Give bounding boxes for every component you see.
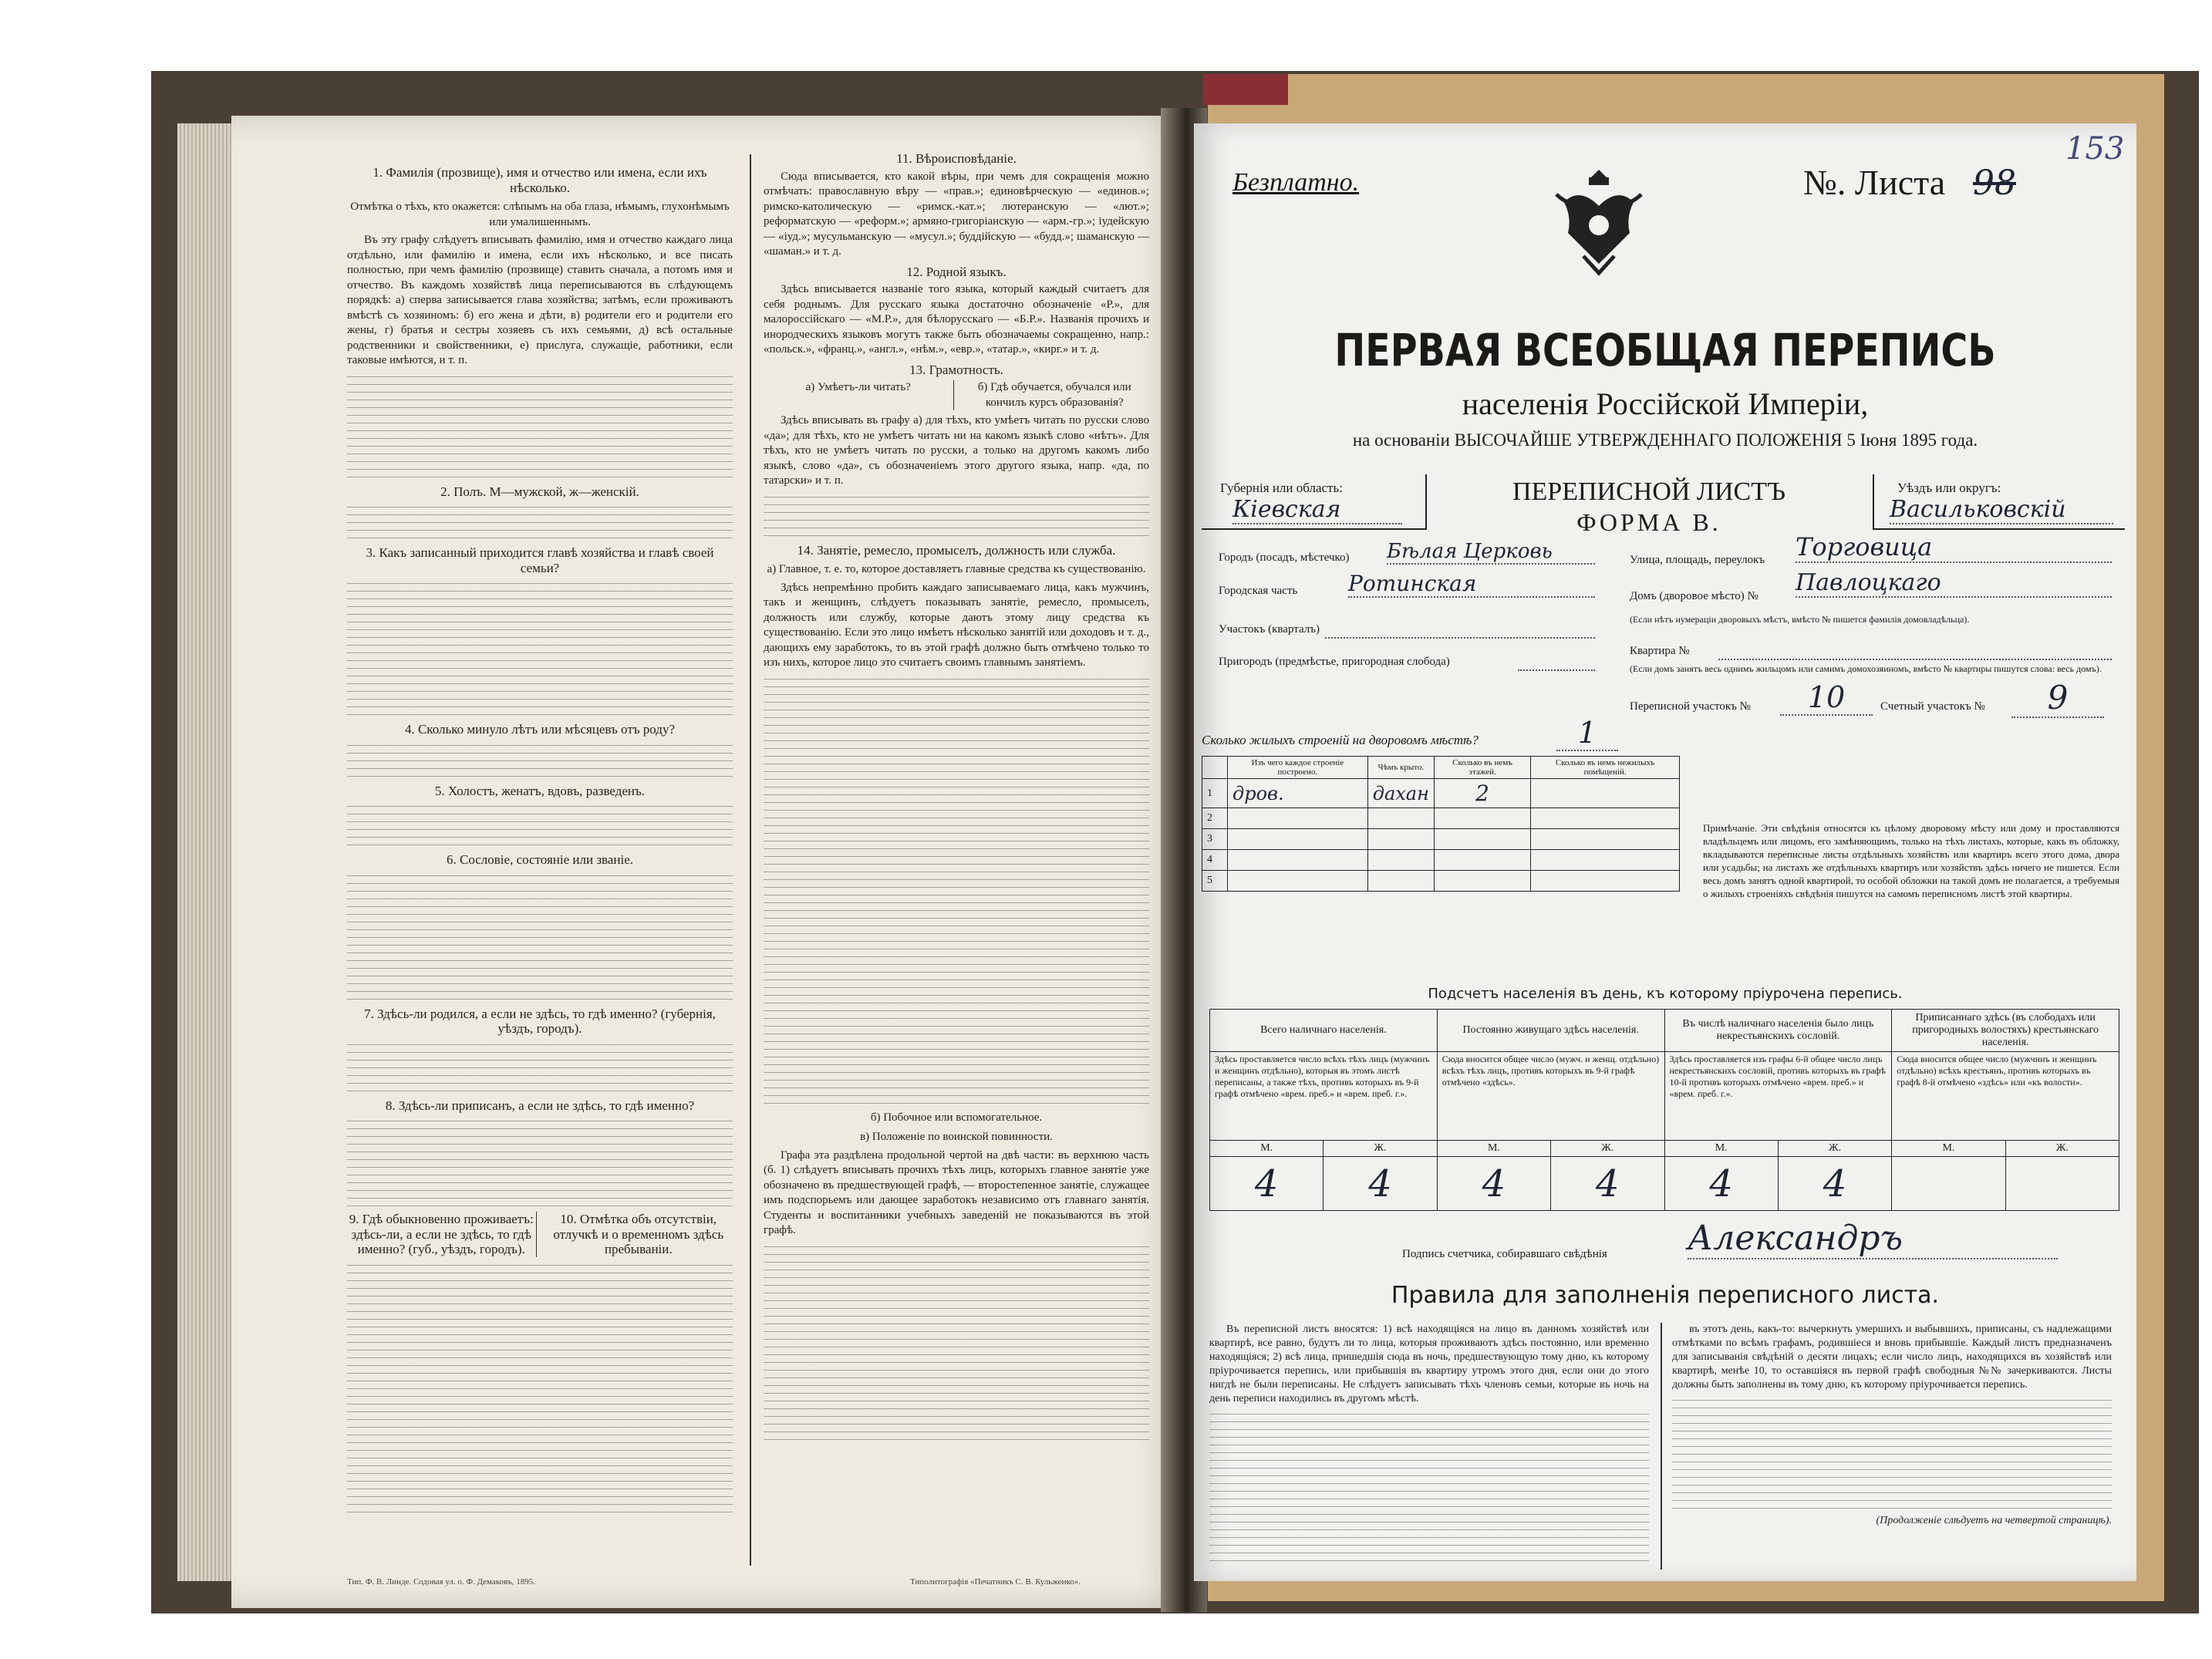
uezd-box xyxy=(1873,474,2125,530)
ulitsa-label: Улица, площадь, переулокъ xyxy=(1630,554,1765,566)
uchastok-label: Участокъ (кварталъ) xyxy=(1219,623,1320,636)
uchastok-value[interactable] xyxy=(1325,628,1595,639)
section-9-title: 9. Гдѣ обыкновенно проживаетъ: здѣсь-ли, а если не здѣсь, то гдѣ именно? (губ., уѣздъ, городъ). xyxy=(347,1212,537,1257)
row-number: 1 xyxy=(1202,779,1228,808)
section-4-title: 4. Сколько минуло лѣтъ или мѣсяцевъ отъ роду? xyxy=(404,722,676,737)
gub-label: Губернія или область: xyxy=(1220,481,1343,495)
prigorod-value[interactable] xyxy=(1518,660,1595,671)
zh-label: Ж. xyxy=(1778,1141,1891,1157)
primechanie: Примѣчаніе. Эти свѣдѣнія относятся къ цѣлому дворовому мѣсту или дому и проставляются владѣльцемъ или лицомъ, его замѣняющимъ, только на тѣхъ листахъ, которые, какъ въ обложку, вкладываются переписные листы отдѣльныхъ хозяйствъ или квартиръ всего этого дома, двора или усадьбы; на листахъ же отдѣльныхъ квартиръ или хозяйствъ здѣсь ничего не пишется. Если весь домъ занятъ одной квартирой, то особой обложки на такой домъ не полагается, а требуемыя о жилыхъ строеніяхъ свѣдѣнія пишутся на самомъ переписномъ листѣ этой квартиры. xyxy=(1703,822,2119,899)
table-row xyxy=(1202,808,1680,829)
m-label: М. xyxy=(1437,1141,1550,1157)
gorod-value[interactable]: Бѣлая Церковь xyxy=(1387,540,1595,565)
section-14c-body: Графа эта раздѣлена продольной чертой на двѣ части: въ верхнюю часть (б. 1) слѣдуетъ вписывать прочихъ тѣхъ лицъ, которыхъ главное занятіе уже обозначено въ предшествующей графѣ, — второстепенное занятіе, служащее имъ подспорьемъ или дающее заработокъ независимо отъ главнаго занятія. Студенты и воспитанники учебныхъ заведеній не показываются въ этой графѣ. xyxy=(764,1148,1149,1236)
section-14b-sub: б) Побочное или вспомогательное. xyxy=(870,1111,1043,1124)
count-desc-4: Сюда вносится общее число (мужчинъ и женщинъ отдѣльно) всѣхъ крестьянъ, противъ которыхъ въ графѣ 8-й отмѣчено «здѣсь» или «къ волости». xyxy=(1892,1052,2119,1141)
col-roof: Чѣмъ крыто. xyxy=(1367,757,1434,779)
ulitsa-value[interactable]: Торговица xyxy=(1796,532,2112,563)
left-footer-1: Тип. Ф. В. Линде. Содовая ул. о. Ф. Демаковъ, 1895. xyxy=(347,1577,535,1587)
cover-strip xyxy=(1203,74,1288,105)
cell-rooms[interactable] xyxy=(1531,871,1680,892)
sheet-number-value: 98 xyxy=(1973,164,2016,203)
count-desc-1: Здѣсь проставляется число всѣхъ тѣхъ лицъ (мужчинъ и женщинъ отдѣльно), которыя въ этомъ листѣ переписаны, а также тѣхъ, противъ которыхъ въ 9-й графѣ отмѣчено «врем. преб.» и «врем. преб. г.». xyxy=(1210,1052,1438,1141)
cell-material[interactable] xyxy=(1228,871,1368,892)
count-head-2: Постоянно живущаго здѣсь населенія. xyxy=(1437,1010,1664,1052)
section-14-body: Здѣсь непремѣнно пробить каждаго записываемаго лица, какъ мужчинъ, такъ и женщинъ, слѣдуетъ показывать занятіе, ремесло, промыселъ, должность или службу, которые даютъ этому лицу средства къ существованію. Если это лицо имѣетъ нѣсколько занятій или доходовъ и т. д., дающихъ ему заработокъ, то въ этой графѣ должно быть отмѣчено только то изъ нихъ, которое лицо это считаетъ своимъ главнымъ занятіемъ. xyxy=(764,581,1149,669)
text-block xyxy=(1209,1409,1649,1563)
m-label: М. xyxy=(1210,1141,1323,1157)
cell-floors[interactable]: 2 xyxy=(1434,779,1530,808)
rules-column-2 xyxy=(1672,1323,2112,1531)
cell-material[interactable] xyxy=(1228,829,1368,850)
left-footer-2: Типолитографія «Печатникъ С. В. Кульженко». xyxy=(910,1577,1081,1587)
section-1-note: Отмѣтка о тѣхъ, кто окажется: слѣпымъ на оба глаза, нѣмымъ, глухонѣмымъ или умалишеннымъ. xyxy=(350,201,730,228)
section-12-title: 12. Родной языкъ. xyxy=(906,264,1007,279)
right-page xyxy=(1194,123,2136,1581)
podschet-title: Подсчетъ населенія въ день, къ которому пріурочена перепись. xyxy=(1428,986,1903,1002)
text-block xyxy=(347,1116,733,1209)
dom-note: (Если нѣтъ нумераціи дворовыхъ мѣстъ, вмѣсто № пишется фамилія домовладѣльца). xyxy=(1630,614,1970,625)
stroeniy-label: Сколько жилыхъ строеній на дворовомъ мѣстѣ? xyxy=(1202,733,1479,747)
perepis-uch-label: Переписной участокъ № xyxy=(1630,700,1751,713)
column-divider xyxy=(750,154,751,1566)
uezd-value[interactable]: Васильковскій xyxy=(1890,496,2113,524)
count-value[interactable]: 4 xyxy=(1778,1157,1891,1211)
text-block xyxy=(347,1260,733,1515)
stroeniy-value[interactable]: 1 xyxy=(1556,716,1618,751)
cell-material[interactable] xyxy=(1228,808,1368,829)
rules-text-2: въ этотъ день, какъ-то: вычеркнуть умершихъ и выбывшихъ, приписаны, съ надлежащими отмѣтками по всѣмъ графамъ, родившіеся и вновь прибывшіе. Каждый листъ предназначенъ для записыванія свѣдѣній о десяти лицахъ; если число лицъ, находящихся въ хозяйствѣ или квартирѣ, менѣе 10, то оставшіяся въ первой графѣ свободныя №№ зачеркиваются. Листы должны быть заполнены въ тому дню, къ которому пріурочивается перепись. xyxy=(1672,1323,2112,1391)
section-5-title: 5. Холостъ, женатъ, вдовъ, разведенъ. xyxy=(434,783,646,798)
cell-roof[interactable] xyxy=(1367,829,1434,850)
table-row xyxy=(1202,871,1680,892)
count-value[interactable]: 4 xyxy=(1323,1157,1437,1211)
section-13b: б) Гдѣ обучается, обучался или кончилъ курсъ образованія? xyxy=(977,381,1131,409)
form-letter: ФОРМА В. xyxy=(1576,508,1721,536)
count-value[interactable] xyxy=(2005,1157,2119,1211)
uezd-label: Уѣздъ или округъ: xyxy=(1897,481,2001,495)
cell-material[interactable] xyxy=(1228,850,1368,871)
section-13-body: Здѣсь вписывать въ графу а) для тѣхъ, кто умѣетъ читать по русски слово «да»; для тѣхъ, кто не умѣетъ читать ни на какомъ языкѣ слово «нѣтъ». Для тѣхъ, кто не умѣетъ читать по русски, а только на другомъ какомъ либо языкѣ, слово «да», съ обозначеніемъ этого другого языка, напр. «да, по татарски» и т. п. xyxy=(764,414,1149,487)
signature-value[interactable]: Александръ xyxy=(1688,1219,2058,1259)
section-11-body: Сюда вписывается, кто какой вѣры, при чемъ для сокращенія можно отмѣчать: православную вѣру — «прав.»; единовѣрческую — «единов.»; римско-католическую — «римск.-кат.»; лютеранскую — «лют.»; реформатскую — «реформ.»; армяно-григоріанскую — «арм.-гр.»; іудейскую — «іуд.»; мусульманскую — «мусул.»; буддійскую — «будд.»; шаманскую — «шаман.» и т. д. xyxy=(764,170,1149,258)
table-row xyxy=(1202,779,1680,808)
count-value[interactable]: 4 xyxy=(1210,1157,1323,1211)
section-1-title: 1. Фамилія (прозвище), имя и отчество или имена, если ихъ нѣсколько. xyxy=(373,165,707,195)
count-value[interactable]: 4 xyxy=(1551,1157,1664,1211)
cell-rooms[interactable] xyxy=(1531,808,1680,829)
cell-floors[interactable] xyxy=(1434,829,1530,850)
archive-number: 153 xyxy=(2065,131,2125,167)
population-count-table xyxy=(1209,1009,2119,1211)
form-title: ПЕРЕПИСНОЙ ЛИСТЪ xyxy=(1512,477,1785,506)
table-row xyxy=(1202,850,1680,871)
signature-label: Подпись счетчика, собиравшаго свѣдѣнія xyxy=(1402,1248,1607,1260)
dom-label: Домъ (дворовое мѣсто) № xyxy=(1630,590,1758,602)
cell-floors[interactable] xyxy=(1434,850,1530,871)
section-6-title: 6. Сословіе, состояніе или званіе. xyxy=(446,852,634,867)
section-14-title: 14. Занятіе, ремесло, промыселъ, должность или служба. xyxy=(797,542,1116,558)
text-block xyxy=(764,492,1149,538)
text-block xyxy=(347,372,733,480)
row-number: 5 xyxy=(1202,871,1228,892)
census-title: ПЕРВАЯ ВСЕОБЩАЯ ПЕРЕПИСЬ xyxy=(1334,324,1996,376)
gub-value[interactable]: Кіевская xyxy=(1232,496,1402,524)
row-number: 2 xyxy=(1202,808,1228,829)
row-number: 4 xyxy=(1202,850,1228,871)
rules-column-1 xyxy=(1209,1323,1649,1566)
prigorod-label: Пригородъ (предмѣстье, пригородная слобода) xyxy=(1219,656,1450,668)
free-label: Безплатно. xyxy=(1232,168,1360,197)
count-desc-3: Здѣсь проставляется изъ графы 6-й общее число лицъ некрестьянскихъ сословій, противъ которыхъ въ графѣ 10-й противъ которыхъ отмѣчено «врем. преб.» и «врем. преб. г.». xyxy=(1664,1052,1892,1141)
text-block xyxy=(1672,1395,2112,1511)
text-block xyxy=(764,674,1149,1106)
section-13a: а) Умѣетъ-ли читать? xyxy=(764,380,954,410)
sheet-number-label: №. Листа xyxy=(1803,163,1946,202)
zh-label: Ж. xyxy=(1323,1141,1437,1157)
section-2-title: 2. Полъ. М—мужской, ж—женскій. xyxy=(440,484,639,499)
text-block xyxy=(764,1242,1149,1442)
chast-label: Городская часть xyxy=(1219,585,1298,597)
census-subtitle: населенія Россійской Имперіи, xyxy=(1462,386,1869,421)
count-head-3: Въ числѣ наличнаго населенія было лицъ некрестьянскихъ сословій. xyxy=(1664,1010,1892,1052)
cell-material[interactable]: дров. xyxy=(1228,779,1368,808)
cell-rooms[interactable] xyxy=(1531,779,1680,808)
cell-roof[interactable] xyxy=(1367,871,1434,892)
kv-value[interactable] xyxy=(1718,649,2112,660)
section-3-title: 3. Какъ записанный приходится главѣ хозяйства и главѣ своей семьи? xyxy=(366,545,714,575)
text-block xyxy=(347,578,733,717)
text-block xyxy=(347,871,733,1002)
col-material: Изъ чего каждое строеніе построено. xyxy=(1228,757,1368,779)
cell-rooms[interactable] xyxy=(1531,850,1680,871)
cell-floors[interactable] xyxy=(1434,871,1530,892)
m-label: М. xyxy=(1892,1141,2005,1157)
eagle-emblem-icon xyxy=(1549,164,1649,279)
section-10-title: 10. Отмѣтка объ отсутствіи, отлучкѣ и о временномъ здѣсь пребываніи. xyxy=(553,1212,724,1256)
rules-divider xyxy=(1661,1323,1662,1570)
left-column-1 xyxy=(347,160,733,1518)
cell-rooms[interactable] xyxy=(1531,829,1680,850)
cell-floors[interactable] xyxy=(1434,808,1530,829)
chast-value[interactable]: Ротинская xyxy=(1348,571,1595,598)
left-page xyxy=(231,116,1188,1608)
section-14c-sub: в) Положеніе по воинской повинности. xyxy=(860,1131,1053,1143)
col-num xyxy=(1202,757,1228,779)
zh-label: Ж. xyxy=(2005,1141,2119,1157)
schet-uch-label: Счетный участокъ № xyxy=(1880,700,1985,713)
col-floors: Сколько въ немъ этажей. xyxy=(1434,757,1530,779)
text-block xyxy=(347,502,733,541)
schet-uch-value[interactable]: 9 xyxy=(2011,679,2104,718)
rules-title: Правила для заполненія переписного листа. xyxy=(1391,1282,1940,1309)
text-block xyxy=(347,740,733,779)
section-12-body: Здѣсь вписывается названіе того языка, который каждый считаетъ для себя роднымъ. Для русскаго языка достаточно обозначеніе «Р.», для малороссійскаго — «М.Р.», для бѣлорусскаго — «Б.Р.». Названія прочихъ и инородческихъ языковъ могутъ также быть обозначаемы сокращенно, напр.: «польск.», «франц.», «англ.», «нѣм.», «евр.», «татар.», «кирг.» и т. д. xyxy=(764,283,1149,356)
section-11-title: 11. Вѣроисповѣданіе. xyxy=(896,151,1017,166)
cell-roof[interactable] xyxy=(1367,808,1434,829)
dom-value[interactable]: Павлоцкаго xyxy=(1796,569,2112,598)
text-block xyxy=(347,801,733,848)
count-desc-2: Сюда вносится общее число (мужч. и женщ. отдѣльно) всѣхъ тѣхъ лицъ, противъ которыхъ въ 9-й графѣ отмѣчено «здѣсь». xyxy=(1437,1052,1664,1141)
section-14-sub: а) Главное, т. е. то, которое доставляетъ главные средства къ существованію. xyxy=(767,563,1146,575)
count-head-4: Приписаннаго здѣсь (въ слободахъ или пригородныхъ волостяхъ) крестьянскаго населенія. xyxy=(1892,1010,2119,1052)
row-number: 3 xyxy=(1202,829,1228,850)
table-row xyxy=(1202,829,1680,850)
gub-box xyxy=(1202,474,1427,530)
kv-note: (Если домъ занятъ весь однимъ жильцомъ или самимъ домохозяиномъ, вмѣсто № квартиры пишутся слова: весь домъ). xyxy=(1630,663,2102,674)
count-head-1: Всего наличнаго населенія. xyxy=(1210,1010,1438,1052)
left-column-2 xyxy=(764,147,1149,1445)
section-7-title: 7. Здѣсь-ли родился, а если не здѣсь, то гдѣ именно? (губернія, уѣздъ, городъ). xyxy=(364,1006,716,1036)
zh-label: Ж. xyxy=(1551,1141,1664,1157)
cell-roof[interactable] xyxy=(1367,850,1434,871)
text-block xyxy=(347,1040,733,1094)
section-13-title: 13. Грамотность. xyxy=(909,362,1003,377)
count-value[interactable]: 4 xyxy=(1437,1157,1550,1211)
cell-roof[interactable]: дахан xyxy=(1367,779,1434,808)
col-rooms: Сколько въ немъ нежилыхъ помѣщеній. xyxy=(1531,757,1680,779)
section-1-body: Въ эту графу слѣдуетъ вписывать фамилію, имя и отчество каждаго лица отдѣльно, или фамилію и имена, если ихъ нѣсколько, и все писать полностью, при чемъ фамилію (прозвище) ставить сначала, а потомъ имя и отчество. Въ каждомъ хозяйствѣ лица переписываются въ слѣдующемъ порядкѣ: а) сперва записывается глава хозяйства; затѣмъ, если проживаютъ вмѣстѣ съ хозяиномъ: б) его жена и дѣти, в) родители его и родители его жены, г) братья и сестры хозяевъ съ ихъ семьями, д) всѣ остальные родственники и свойственники, е) прислуга, служащіе, работники, если таковые имѣются, и т. п. xyxy=(347,234,733,366)
census-basis: на основаніи ВЫСОЧАЙШЕ УТВЕРЖДЕННАГО ПОЛОЖЕНІЯ 5 Іюня 1895 года. xyxy=(1352,430,1978,450)
buildings-table xyxy=(1202,756,1680,892)
gorod-label: Городъ (посадъ, мѣстечко) xyxy=(1219,551,1350,564)
rules-continuation: (Продолженіе слѣдуетъ на четвертой страницѣ). xyxy=(1876,1515,2112,1526)
count-value[interactable] xyxy=(1892,1157,2005,1211)
count-value[interactable]: 4 xyxy=(1664,1157,1778,1211)
kv-label: Квартира № xyxy=(1630,645,1690,657)
section-8-title: 8. Здѣсь-ли приписанъ, а если не здѣсь, то гдѣ именно? xyxy=(385,1098,695,1113)
m-label: М. xyxy=(1664,1141,1778,1157)
rules-text-1: Въ переписной листъ вносятся: 1) всѣ находящіяся на лицо въ данномъ хозяйствѣ или квартирѣ, все равно, будутъ ли то лица, которыя проживаютъ здѣсь постоянно, или временно находящіяся; 2) всѣ лица, пришедшія сюда въ ночь, предшествующую тому дню, къ которому пріурочивается перепись, или прибывшія въ квартиру утромъ этого дня, если они до этого нигдѣ не были переписаны. Не слѣдуетъ записывать тѣхъ членовъ семьи, которые въ ночь на день переписи находились въ другомъ мѣстѣ. xyxy=(1209,1323,1649,1404)
perepis-uch-value[interactable]: 10 xyxy=(1780,680,1873,716)
